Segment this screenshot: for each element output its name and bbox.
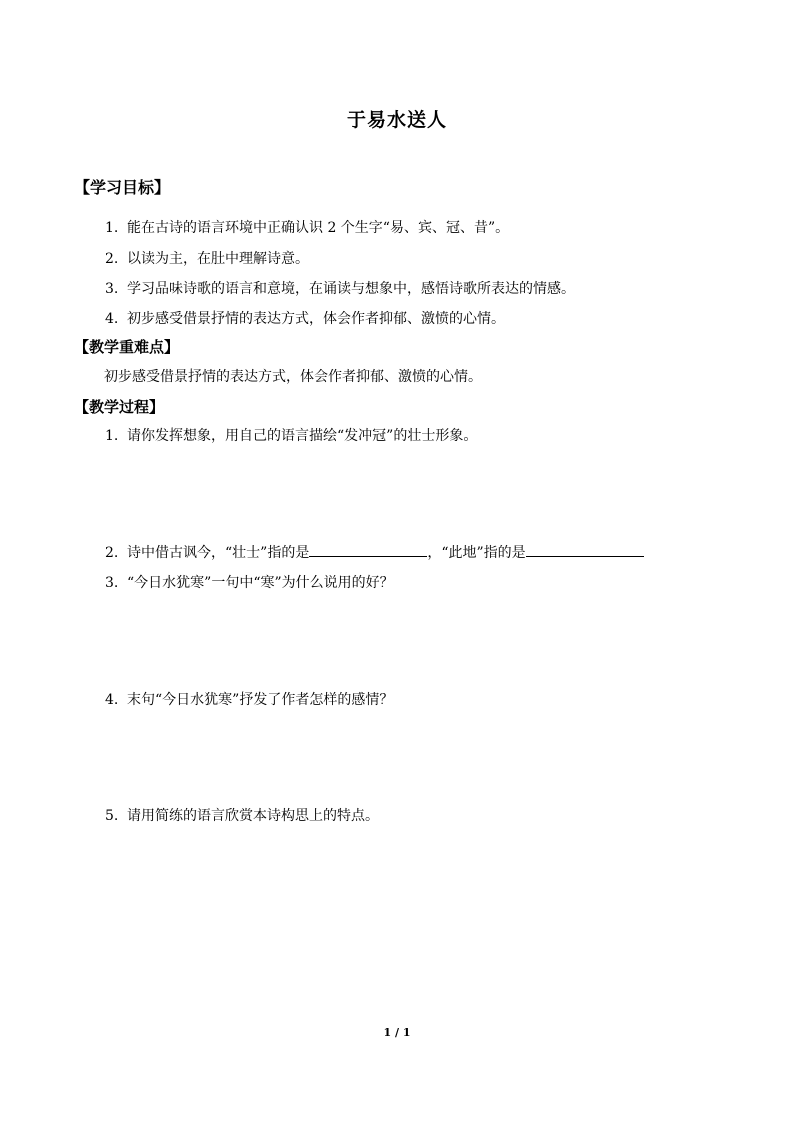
goal-item-text: 学习品味诗歌的语言和意境，在诵读与想象中，感悟诗歌所表达的情感。	[127, 281, 575, 297]
question-2	[105, 542, 644, 563]
document-title: 于易水送人	[346, 109, 447, 131]
question-1	[105, 426, 477, 446]
question-number: 4.	[105, 692, 119, 708]
teaching-process-heading: 【教学过程】	[74, 398, 165, 416]
question-text: 末句“今日水犹寒”抒发了作者怎样的感情？	[127, 692, 394, 708]
learning-goals-heading: 【学习目标】	[74, 178, 171, 197]
question-number: 2.	[105, 545, 119, 561]
goal-item-text: 能在古诗的语言环境中正确认识 2 个生字“易、宾、冠、昔”。	[127, 220, 510, 236]
answer-blank-2[interactable]	[526, 542, 644, 557]
goal-item-text: 以读为主，在肚中理解诗意。	[127, 251, 309, 267]
goal-item-2	[105, 249, 309, 269]
question-number: 3.	[105, 575, 119, 591]
goal-item-number: 1.	[105, 220, 119, 236]
question-text: 请用简练的语言欣赏本诗构思上的特点。	[127, 808, 379, 824]
goal-item-text: 初步感受借景抒情的表达方式，体会作者抑郁、激愤的心情。	[127, 311, 505, 327]
question-number: 1.	[105, 428, 119, 444]
goal-item-3	[105, 279, 575, 299]
question-text-part1: 诗中借古讽今，“壮士”指的是	[127, 545, 310, 561]
question-number: 5.	[105, 808, 119, 824]
key-points-heading: 【教学重难点】	[74, 338, 180, 356]
question-4	[105, 690, 393, 710]
goal-item-4	[105, 309, 505, 329]
question-text: “今日水犹寒”一句中“寒”为什么说用的好？	[127, 575, 394, 591]
question-text: 请你发挥想象，用自己的语言描绘“发冲冠”的壮士形象。	[127, 428, 478, 444]
goal-item-number: 4.	[105, 311, 119, 327]
key-points-text: 初步感受借景抒情的表达方式，体会作者抑郁、激愤的心情。	[104, 369, 482, 385]
question-3	[105, 573, 394, 593]
question-5	[105, 806, 379, 826]
goal-item-1	[105, 218, 509, 238]
goal-item-number: 3.	[105, 281, 119, 297]
answer-blank-1[interactable]	[309, 542, 427, 557]
page-number: 1 / 1	[383, 1026, 411, 1039]
question-text-part2: ，“此地”指的是	[427, 545, 526, 561]
goal-item-number: 2.	[105, 251, 119, 267]
